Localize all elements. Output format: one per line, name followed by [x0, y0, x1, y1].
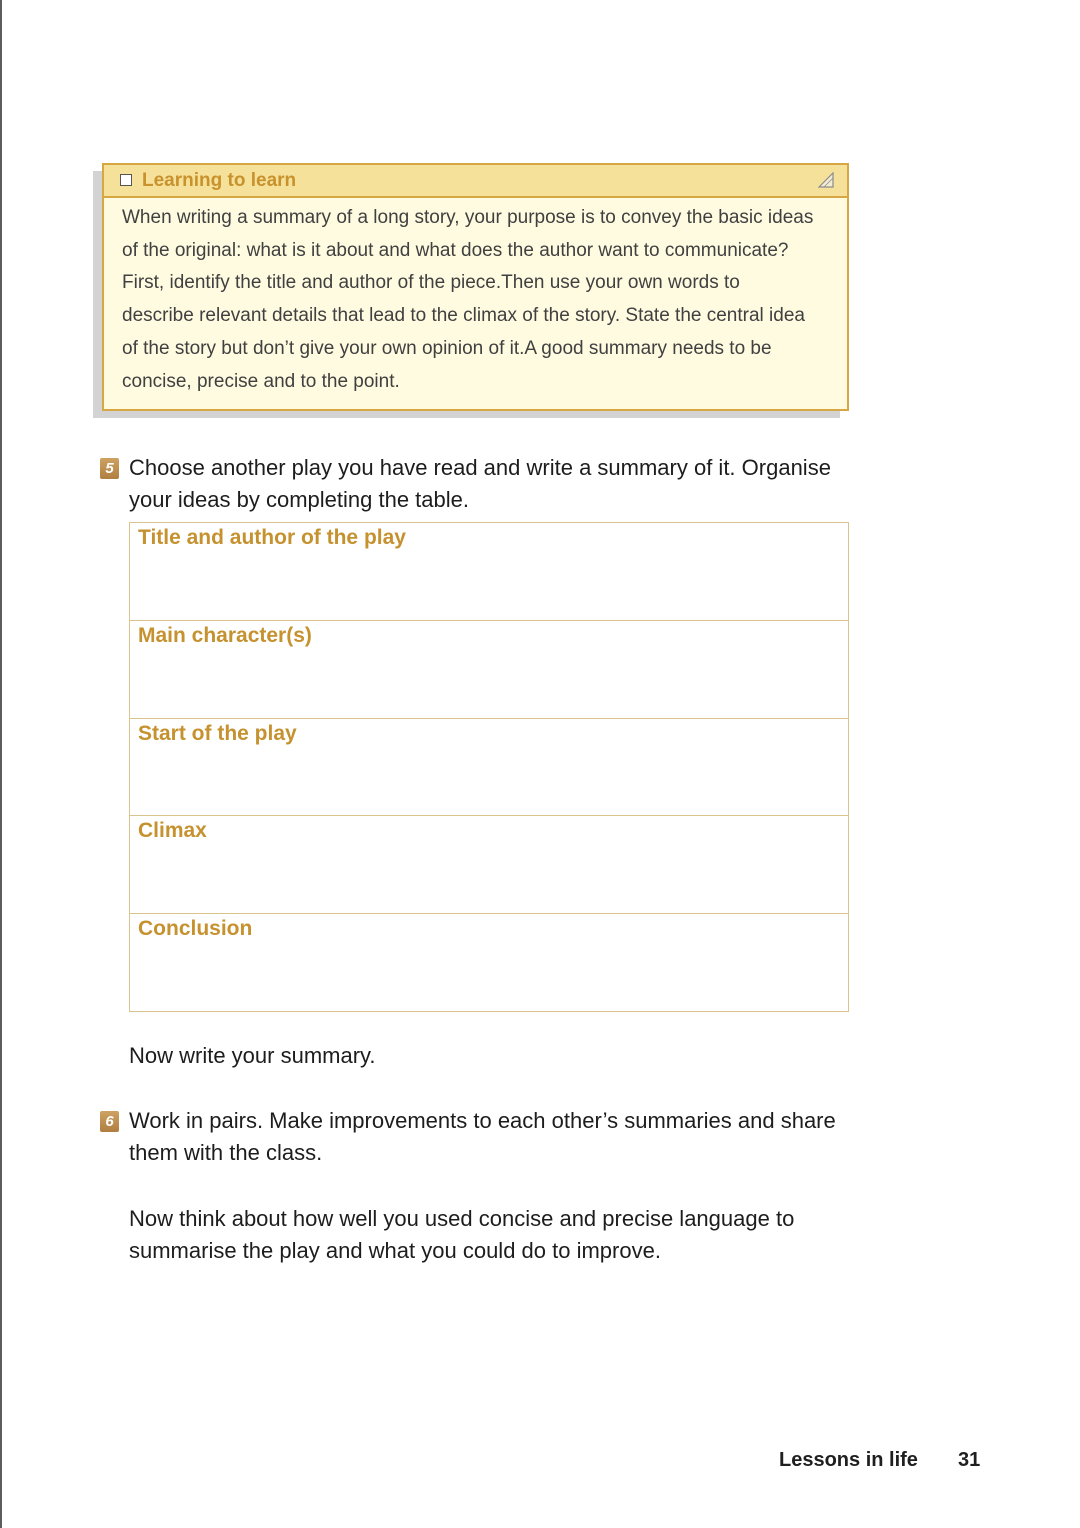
follow-up-line: Now write your summary. — [129, 1043, 376, 1068]
table-row-label: Climax — [138, 819, 207, 843]
learning-box-line: concise, precise and to the point. — [122, 370, 400, 392]
exercise-5-line: Choose another play you have read and write a summary of it. Organise — [129, 455, 831, 480]
learning-box-body — [104, 198, 847, 398]
learning-box-line: describe relevant details that lead to the climax of the story. State the central idea — [122, 305, 805, 327]
checkbox-icon — [120, 174, 132, 186]
table-row-label: Start of the play — [138, 721, 297, 745]
learning-box-line: First, identify the title and author of the piece.Then use your own words to — [122, 272, 740, 294]
exercise-5-follow-up — [129, 1040, 376, 1072]
table-row-title-author — [130, 523, 848, 620]
learning-box-line: When writing a summary of a long story, your purpose is to convey the basic ideas — [122, 207, 814, 228]
table-row-start — [130, 718, 848, 816]
reflection-paragraph — [129, 1203, 794, 1267]
learning-box-title: Learning to learn — [142, 170, 297, 191]
reflection-line: Now think about how well you used concise and precise language to — [129, 1206, 795, 1231]
reflection-line: summarise the play and what you could do to improve. — [129, 1238, 661, 1263]
learning-to-learn-box — [102, 163, 849, 411]
exercise-6-line: them with the class. — [129, 1140, 323, 1165]
exercise-6-number-badge: 6 — [100, 1111, 119, 1132]
exercise-5-instructions — [129, 452, 831, 516]
exercise-6-line: Work in pairs. Make improvements to each other’s summaries and share — [129, 1108, 836, 1133]
table-row-label: Conclusion — [138, 917, 253, 941]
table-row-conclusion — [130, 913, 848, 1011]
corner-triangle-icon — [818, 172, 834, 188]
table-row-label: Title and author of the play — [138, 526, 406, 549]
exercise-5-line: your ideas by completing the table. — [129, 487, 469, 512]
learning-box-header — [104, 165, 847, 198]
exercise-5-number-badge: 5 — [100, 458, 119, 479]
table-row-main-characters — [130, 620, 848, 718]
page-edge-line — [0, 0, 2, 1528]
summary-planning-table — [129, 522, 849, 1012]
exercise-6-instructions — [129, 1105, 836, 1169]
table-row-label: Main character(s) — [138, 623, 312, 647]
footer-section-title: Lessons in life — [779, 1449, 918, 1471]
table-row-climax — [130, 815, 848, 913]
page-number: 31 — [958, 1449, 981, 1471]
learning-box-line: of the original: what is it about and what does the author want to communicate? — [122, 239, 789, 261]
learning-box-line: of the story but don’t give your own opinion of it.A good summary needs to be — [122, 337, 772, 359]
